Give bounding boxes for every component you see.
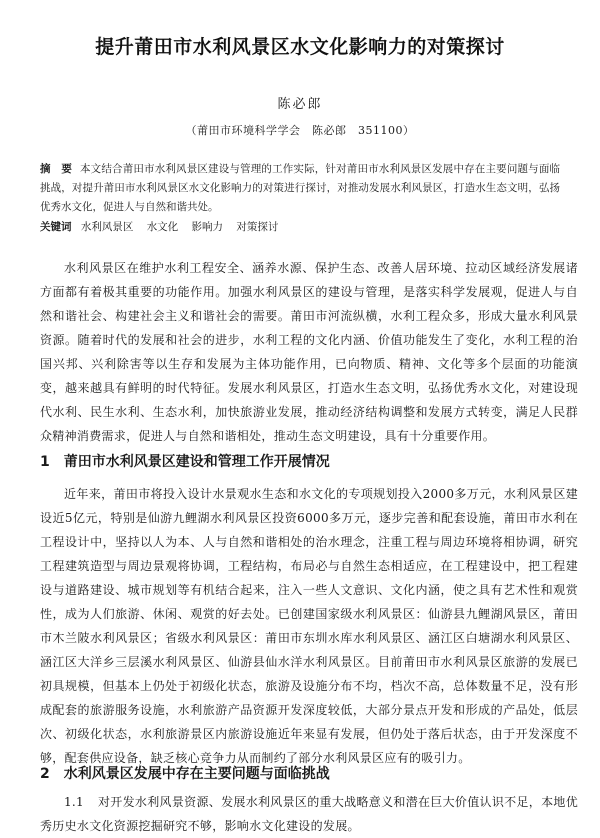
section-heading — [40, 451, 578, 471]
subsection-text: 对开发水利风景资源、发展水利风景区的重大战略意义和潜在巨大价值认识不足，本地优秀历史水文化资源挖掘研究不够，影响水文化建设的发展。 — [40, 795, 578, 833]
section-title: 莆田市水利风景区建设和管理工作开展情况 — [63, 454, 330, 470]
keywords-label: 关键词 — [40, 221, 72, 233]
keyword: 水利风景区 — [80, 221, 134, 233]
keywords-block — [40, 218, 560, 237]
abstract-text: 本文结合莆田市水利风景区建设与管理的工作实际，针对莆田市水利风景区发展中存在主要问题与面临挑战，对提升莆田市水利风景区水文化影响力的对策进行探讨，对推动发展水利风景区，打造水生态文明，弘扬优秀水文化，促进人与自然和谐共处。 — [40, 163, 561, 213]
subsection-number: 1.1 — [64, 795, 84, 809]
keyword: 影响力 — [191, 221, 224, 233]
abstract-label: 摘 要 — [40, 163, 73, 175]
section-title: 水利风景区发展中存在主要问题与面临挑战 — [63, 766, 330, 782]
paper-title: 提升莆田市水利风景区水文化影响力的对策探讨 — [95, 36, 505, 58]
author-name: 陈必郎 — [277, 97, 323, 112]
author-affiliation: （莆田市环境科学学会 陈必郎 351100） — [185, 124, 415, 137]
section-heading — [40, 763, 578, 783]
intro-paragraph: 水利风景区在维护水利工程安全、涵养水源、保护生态、改善人居环境、拉动区域经济发展诸方面都有着极其重要的功能作用。加强水利风景区的建设与管理，是落实科学发展观，促进人与自然和谐社会、构建社会主义和谐社会的需要。莆田市河流纵横，水利工程众多，形成大量水利风景资源。随着时代的发展和社会的进步，水利工程的文化内涵、价值功能发生了变化，水利工程的治国兴邦、兴利除害等以生存和发展为主体功能作用，已向物质、精神、文化等多个层面的功能演变，越来越具有鲜明的时代特征。发展水利风景区，打造水生态文明，弘扬优秀水文化，对建设现代水利、民生水利、生态水利，加快旅游业发展，推动经济结构调整和发展方式转变，满足人民群众精神消费需求，促进人与自然和谐相处，推动生态文明建设，具有十分重要作用。 — [40, 261, 578, 443]
section-number: 1 — [40, 454, 50, 470]
keyword: 对策探讨 — [236, 221, 279, 233]
keyword: 水文化 — [146, 221, 179, 233]
section-number: 2 — [40, 766, 50, 782]
subsection-paragraph — [40, 790, 578, 838]
abstract-block — [40, 160, 560, 217]
section-paragraph: 近年来，莆田市将投入设计水景观水生态和水文化的专项规划投入2000多万元，水利风景区建设近5亿元，特别是仙游九鲤湖水利风景区投资6000多万元，逐步完善和配套设施，莆田市水利在工程设计中，坚持以人为本、人与自然和谐相处的治水理念，注重工程与周边环境将相协调，研究工程建筑造型与周边景观将协调，工程结构，布局必与自然生态相适应，在工程建设中，把工程建设与道路建设、城市规划等有机结合起来，注入一些人文意识、文化内涵，使之具有艺术性和观赏性，成为人们旅游、休闲、观赏的好去处。已创建国家级水利风景区：仙游县九鲤湖风景区，莆田市木兰陂水利风景区；省级水利风景区：莆田市东圳水库水利风景区、涵江区白塘湖水利风景区、涵江区大洋乡三层溪水利风景区、仙游县仙水洋水利风景区。目前莆田市水利风景区旅游的发展已初具规模，但基本上仍处于初级化状态，旅游及设施分布不均，档次不高，总体数量不足，没有形成配套的旅游服务设施，水利旅游产品资源开发深度较低，大部分景点开发和形成的产品处，低层次、初级化状态，水利旅游景区内旅游设施近年来显有发展，但仍处于落后状态，由于开发深度不够，配套供应设备，缺乏核心竞争力从而制约了部分水利风景区应有的吸引力。 — [40, 487, 578, 765]
